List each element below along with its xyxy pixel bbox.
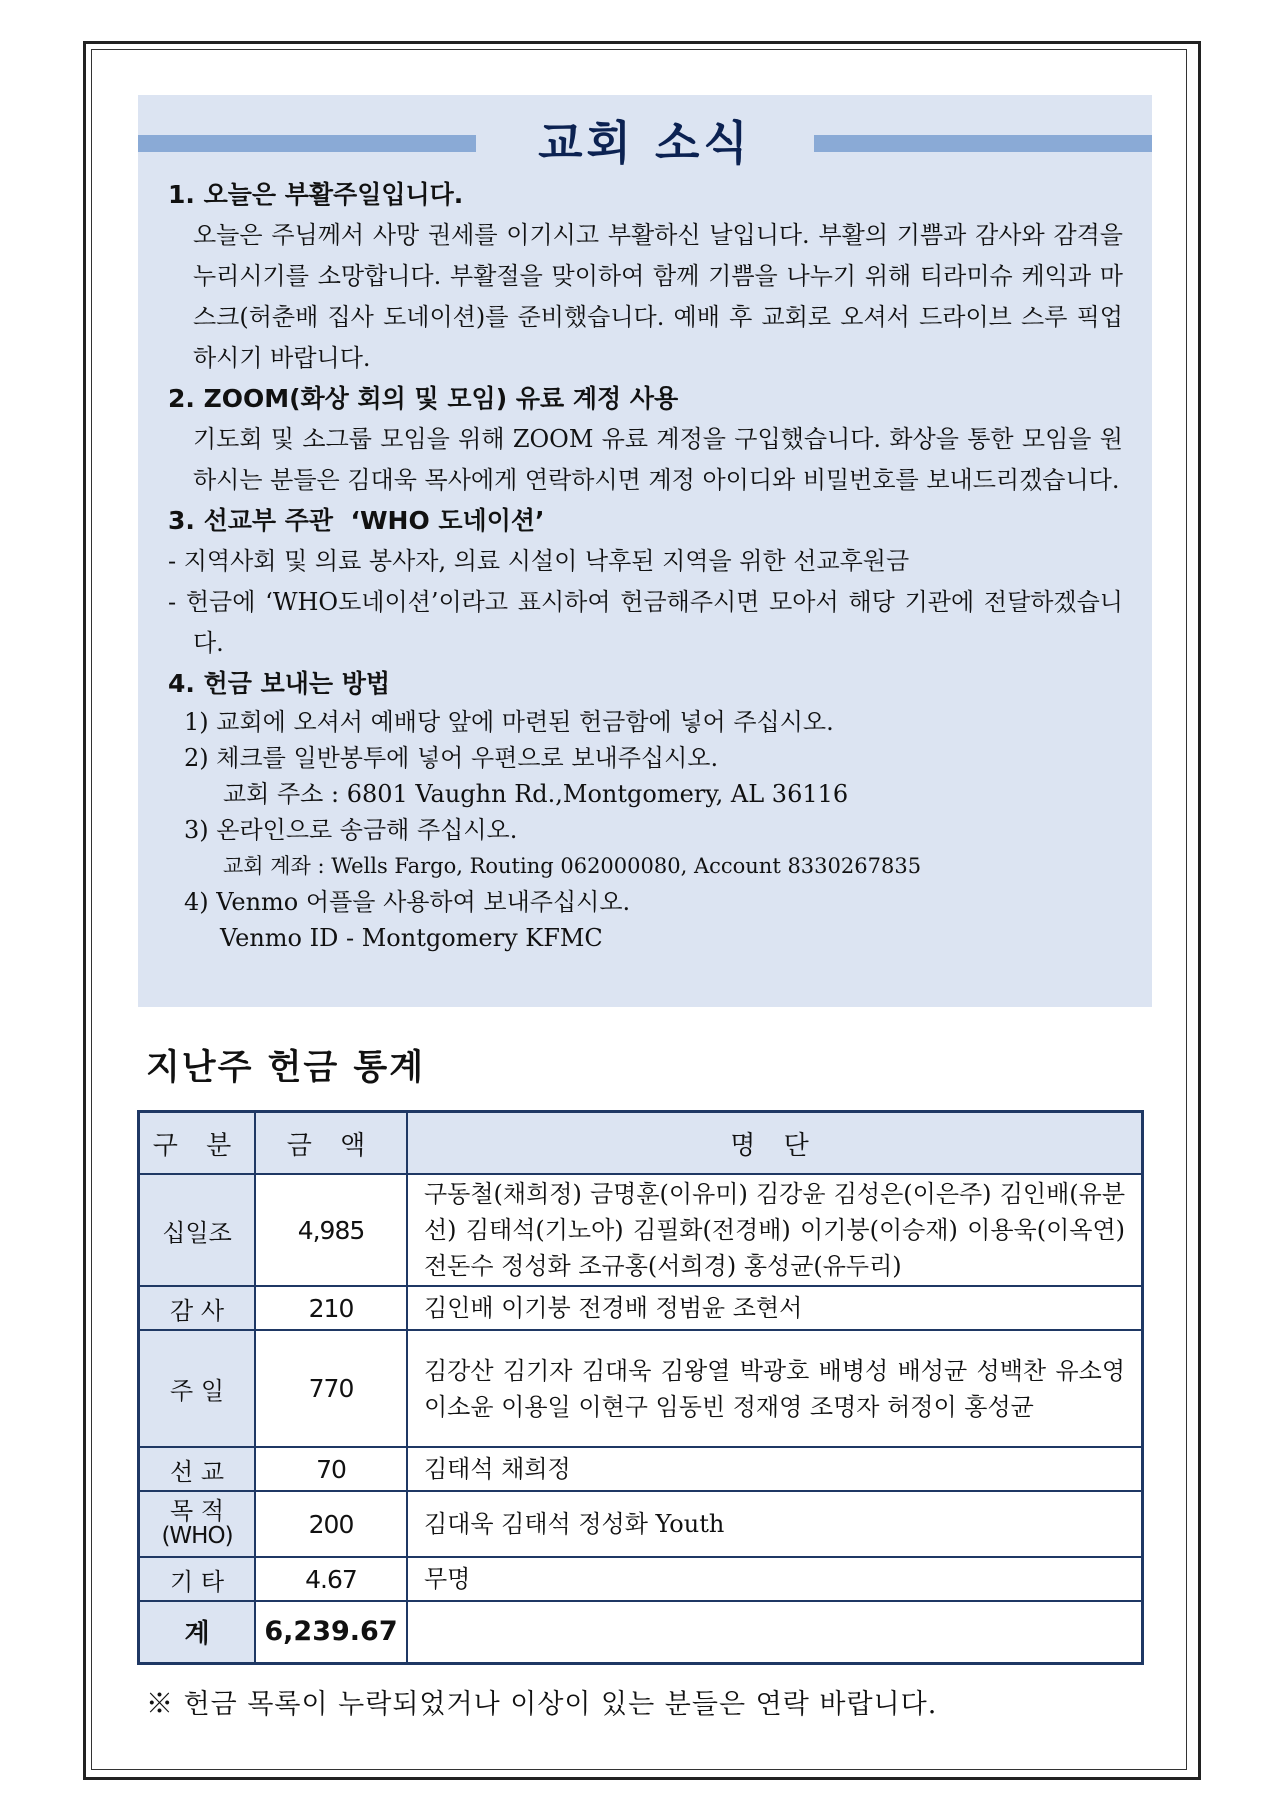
section-heading-giving: 4. 헌금 보내는 방법: [168, 669, 391, 698]
news-content: [168, 175, 1123, 956]
title-bar-right: [814, 135, 1152, 152]
section-heading-easter: 1. 오늘은 부활주일입니다.: [168, 180, 464, 209]
footnote: ※ 헌금 목록이 누락되었거나 이상이 있는 분들은 연락 바랍니다.: [146, 1689, 938, 1720]
table-row: [139, 1557, 1143, 1601]
row-category: 감 사: [139, 1286, 256, 1330]
table-row: [139, 1491, 1143, 1557]
table-row: [139, 1447, 1143, 1491]
row-amount: 4,985: [255, 1174, 407, 1286]
title-bar-left: [138, 135, 476, 152]
church-account: 교회 계좌 : Wells Fargo, Routing 062000080, Account 8330267835: [223, 854, 922, 878]
church-news-panel: [138, 95, 1152, 1007]
table-row: [139, 1330, 1143, 1447]
row-names: 구동철(채희정) 금명훈(이유미) 김강윤 김성은(이은주) 김인배(유분선) 김태석(기노아) 김필화(전경배) 이기붕(이승재) 이용욱(이옥연) 전돈수 정성화 조규홍(서희경) 홍성균(유두리): [407, 1174, 1143, 1286]
offering-stats-title: 지난주 헌금 통계: [146, 1048, 426, 1088]
who-bullet: - 지역사회 및 의료 봉사자, 의료 시설이 낙후된 지역을 위한 선교후원금: [168, 547, 910, 575]
section-heading-zoom: 2. ZOOM(화상 회의 및 모임) 유료 계정 사용: [168, 384, 679, 413]
row-names: 김인배 이기붕 전경배 정범윤 조현서: [407, 1286, 1143, 1330]
total-row: [139, 1601, 1143, 1663]
row-amount: 200: [255, 1491, 407, 1557]
venmo-id: Venmo ID - Montgomery KFMC: [220, 924, 603, 952]
row-amount: 210: [255, 1286, 407, 1330]
table-header-row: [139, 1112, 1143, 1175]
row-category: 기 타: [139, 1557, 256, 1601]
row-category-main: 목 적: [170, 1497, 224, 1525]
section-paragraph-easter: 오늘은 주님께서 사망 권세를 이기시고 부활하신 날입니다. 부활의 기쁨과 감사와 감격을 누리시기를 소망합니다. 부활절을 맞이하여 함께 기쁨을 나누기 위해 티라미슈 케익과 마스크(허춘배 집사 도네이션)를 준비했습니다. 예배 후 교회로 오셔서 드라이브 스루 픽업하시기 바랍니다.: [193, 221, 1123, 372]
offering-table: [137, 1110, 1144, 1665]
row-category: 십일조: [139, 1174, 256, 1286]
total-empty-cell: [407, 1601, 1143, 1663]
table-row: [139, 1286, 1143, 1330]
row-amount: 70: [255, 1447, 407, 1491]
section-heading-who: 3. 선교부 주관 ‘WHO 도네이션’: [168, 506, 545, 535]
giving-method-item: 4) Venmo 어플을 사용하여 보내주십시오.: [184, 888, 631, 916]
row-category: 주 일: [139, 1330, 256, 1447]
giving-method-item: 2) 체크를 일반봉투에 넣어 우편으로 보내주십시오.: [184, 744, 719, 772]
church-address: 교회 주소 : 6801 Vaughn Rd.,Montgomery, AL 36116: [223, 780, 849, 808]
header-category: 구 분: [139, 1112, 256, 1175]
news-title: 교회 소식: [538, 116, 752, 170]
row-category-sub: (WHO): [161, 1523, 233, 1549]
giving-method-item: 1) 교회에 오셔서 예배당 앞에 마련된 헌금함에 넣어 주십시오.: [184, 708, 834, 736]
row-names: 김태석 채희정: [407, 1447, 1143, 1491]
row-category: [139, 1491, 256, 1557]
who-bullet: - 헌금에 ‘WHO도네이션’이라고 표시하여 헌금해주시면 모아서 해당 기관에 전달하겠습니다.: [168, 588, 1123, 657]
row-amount: 770: [255, 1330, 407, 1447]
row-names: 무명: [407, 1557, 1143, 1601]
header-amount: 금 액: [255, 1112, 407, 1175]
row-names: 김강산 김기자 김대욱 김왕열 박광호 배병성 배성균 성백찬 유소영 이소윤 이용일 이현구 임동빈 정재영 조명자 허정이 홍성균: [407, 1330, 1143, 1447]
row-names: 김대욱 김태석 정성화 Youth: [407, 1491, 1143, 1557]
giving-method-item: 3) 온라인으로 송금해 주십시오.: [184, 816, 518, 844]
total-label: 계: [139, 1601, 256, 1663]
row-category: 선 교: [139, 1447, 256, 1491]
total-amount: 6,239.67: [255, 1601, 407, 1663]
row-amount: 4.67: [255, 1557, 407, 1601]
section-paragraph-zoom: 기도회 및 소그룹 모임을 위해 ZOOM 유료 계정을 구입했습니다. 화상을 통한 모임을 원하시는 분들은 김대욱 목사에게 연락하시면 계정 아이디와 비밀번호를 보내드리겠습니다.: [193, 425, 1123, 494]
table-row: [139, 1174, 1143, 1286]
news-title-row: [138, 113, 1152, 173]
header-names: 명 단: [407, 1112, 1143, 1175]
